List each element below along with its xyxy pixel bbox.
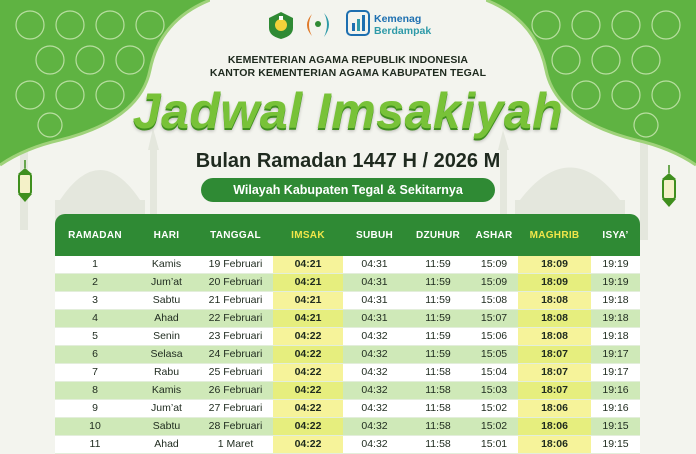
cell-isya: 19:18 <box>591 310 640 328</box>
berdampak-logo-icon <box>346 10 370 36</box>
cell-maghrib: 18:08 <box>518 328 591 346</box>
cell-ramadan: 6 <box>55 346 135 364</box>
cell-ashar: 15:02 <box>470 418 518 436</box>
cell-dzuhur: 11:59 <box>406 346 470 364</box>
cell-dzuhur: 11:58 <box>406 400 470 418</box>
cell-isya: 19:19 <box>591 256 640 274</box>
ministry-line1: KEMENTERIAN AGAMA REPUBLIK INDONESIA <box>227 54 469 66</box>
cell-ramadan: 4 <box>55 310 135 328</box>
cell-dzuhur: 11:59 <box>406 274 470 292</box>
cell-maghrib: 18:06 <box>518 436 591 454</box>
cell-hari: Jum’at <box>135 274 198 292</box>
cell-ashar: 15:08 <box>470 292 518 310</box>
cell-isya: 19:16 <box>591 400 640 418</box>
cell-hari: Senin <box>135 328 198 346</box>
table-row <box>55 310 640 328</box>
cell-tanggal: 24 Februari <box>198 346 273 364</box>
cell-tanggal: 28 Februari <box>198 418 273 436</box>
cell-subuh: 04:32 <box>343 328 406 346</box>
cell-dzuhur: 11:58 <box>406 436 470 454</box>
cell-imsak: 04:22 <box>273 382 343 400</box>
cell-subuh: 04:32 <box>343 436 406 454</box>
ministry-heading <box>0 54 696 80</box>
column-header-ashar: ASHAR <box>470 214 518 256</box>
ramadan-logo-icon <box>304 10 338 40</box>
cell-maghrib: 18:09 <box>518 256 591 274</box>
column-header-tanggal: TANGGAL <box>198 214 273 256</box>
table-header-row <box>55 214 640 256</box>
cell-hari: Sabtu <box>135 292 198 310</box>
table-row <box>55 256 640 274</box>
table-row <box>55 364 640 382</box>
cell-hari: Ahad <box>135 310 198 328</box>
cell-ramadan: 9 <box>55 400 135 418</box>
table-row <box>55 382 640 400</box>
logo-bar <box>0 10 696 44</box>
cell-hari: Selasa <box>135 346 198 364</box>
cell-dzuhur: 11:59 <box>406 256 470 274</box>
cell-imsak: 04:22 <box>273 418 343 436</box>
page-title: Jadwal Imsakiyah <box>132 83 564 139</box>
cell-imsak: 04:21 <box>273 274 343 292</box>
cell-subuh: 04:32 <box>343 418 406 436</box>
cell-imsak: 04:22 <box>273 400 343 418</box>
cell-maghrib: 18:06 <box>518 418 591 436</box>
cell-tanggal: 27 Februari <box>198 400 273 418</box>
cell-ramadan: 3 <box>55 292 135 310</box>
cell-maghrib: 18:07 <box>518 346 591 364</box>
berdampak-line2: Berdampak <box>374 25 432 37</box>
cell-imsak: 04:22 <box>273 346 343 364</box>
cell-ashar: 15:02 <box>470 400 518 418</box>
cell-hari: Sabtu <box>135 418 198 436</box>
cell-ramadan: 8 <box>55 382 135 400</box>
schedule-table <box>55 214 640 454</box>
cell-dzuhur: 11:58 <box>406 418 470 436</box>
cell-hari: Ahad <box>135 436 198 454</box>
cell-maghrib: 18:09 <box>518 274 591 292</box>
cell-subuh: 04:31 <box>343 292 406 310</box>
cell-isya: 19:15 <box>591 418 640 436</box>
column-header-imsak: IMSAK <box>273 214 343 256</box>
cell-ashar: 15:06 <box>470 328 518 346</box>
cell-ashar: 15:05 <box>470 346 518 364</box>
schedule-table-container <box>55 214 640 454</box>
cell-isya: 19:19 <box>591 274 640 292</box>
cell-ramadan: 7 <box>55 364 135 382</box>
cell-isya: 19:17 <box>591 346 640 364</box>
column-header-maghrib: MAGHRIB <box>518 214 591 256</box>
cell-ashar: 15:09 <box>470 256 518 274</box>
column-header-dzuhur: DZUHUR <box>406 214 470 256</box>
cell-hari: Kamis <box>135 256 198 274</box>
cell-imsak: 04:22 <box>273 364 343 382</box>
cell-subuh: 04:31 <box>343 310 406 328</box>
cell-imsak: 04:22 <box>273 328 343 346</box>
table-row <box>55 418 640 436</box>
cell-imsak: 04:21 <box>273 310 343 328</box>
kemenag-emblem-icon <box>266 10 296 40</box>
cell-tanggal: 23 Februari <box>198 328 273 346</box>
column-header-isya: ISYA’ <box>591 214 640 256</box>
cell-dzuhur: 11:58 <box>406 364 470 382</box>
cell-dzuhur: 11:59 <box>406 310 470 328</box>
cell-ramadan: 11 <box>55 436 135 454</box>
cell-tanggal: 22 Februari <box>198 310 273 328</box>
cell-dzuhur: 11:58 <box>406 382 470 400</box>
cell-subuh: 04:32 <box>343 400 406 418</box>
cell-tanggal: 19 Februari <box>198 256 273 274</box>
cell-isya: 19:17 <box>591 364 640 382</box>
cell-ashar: 15:03 <box>470 382 518 400</box>
cell-isya: 19:18 <box>591 328 640 346</box>
cell-isya: 19:16 <box>591 382 640 400</box>
cell-ramadan: 1 <box>55 256 135 274</box>
cell-ramadan: 10 <box>55 418 135 436</box>
cell-tanggal: 21 Februari <box>198 292 273 310</box>
berdampak-logo-text <box>374 13 431 37</box>
cell-ashar: 15:07 <box>470 310 518 328</box>
cell-imsak: 04:21 <box>273 256 343 274</box>
cell-ashar: 15:04 <box>470 364 518 382</box>
berdampak-line1: Kemenag <box>374 13 422 25</box>
cell-maghrib: 18:06 <box>518 400 591 418</box>
cell-dzuhur: 11:59 <box>406 328 470 346</box>
cell-isya: 19:18 <box>591 292 640 310</box>
table-row <box>55 292 640 310</box>
cell-isya: 19:15 <box>591 436 640 454</box>
cell-subuh: 04:32 <box>343 346 406 364</box>
table-row <box>55 328 640 346</box>
column-header-ramadan: RAMADAN <box>55 214 135 256</box>
table-row <box>55 400 640 418</box>
table-row <box>55 346 640 364</box>
cell-dzuhur: 11:59 <box>406 292 470 310</box>
cell-ashar: 15:01 <box>470 436 518 454</box>
column-header-subuh: SUBUH <box>343 214 406 256</box>
cell-imsak: 04:22 <box>273 436 343 454</box>
cell-maghrib: 18:08 <box>518 292 591 310</box>
cell-tanggal: 26 Februari <box>198 382 273 400</box>
cell-ashar: 15:09 <box>470 274 518 292</box>
cell-maghrib: 18:08 <box>518 310 591 328</box>
cell-hari: Jum’at <box>135 400 198 418</box>
ministry-line2: KANTOR KEMENTERIAN AGAMA KABUPATEN TEGAL <box>209 67 487 79</box>
cell-hari: Rabu <box>135 364 198 382</box>
cell-tanggal: 1 Maret <box>198 436 273 454</box>
cell-subuh: 04:32 <box>343 382 406 400</box>
table-row <box>55 274 640 292</box>
cell-subuh: 04:32 <box>343 364 406 382</box>
cell-ramadan: 2 <box>55 274 135 292</box>
cell-subuh: 04:31 <box>343 274 406 292</box>
cell-tanggal: 25 Februari <box>198 364 273 382</box>
cell-maghrib: 18:07 <box>518 382 591 400</box>
region-badge: Wilayah Kabupaten Tegal & Sekitarnya <box>201 178 495 202</box>
cell-imsak: 04:21 <box>273 292 343 310</box>
page-subtitle: Bulan Ramadan 1447 H / 2026 M <box>195 150 501 172</box>
cell-subuh: 04:31 <box>343 256 406 274</box>
column-header-hari: HARI <box>135 214 198 256</box>
cell-hari: Kamis <box>135 382 198 400</box>
cell-ramadan: 5 <box>55 328 135 346</box>
cell-maghrib: 18:07 <box>518 364 591 382</box>
cell-tanggal: 20 Februari <box>198 274 273 292</box>
